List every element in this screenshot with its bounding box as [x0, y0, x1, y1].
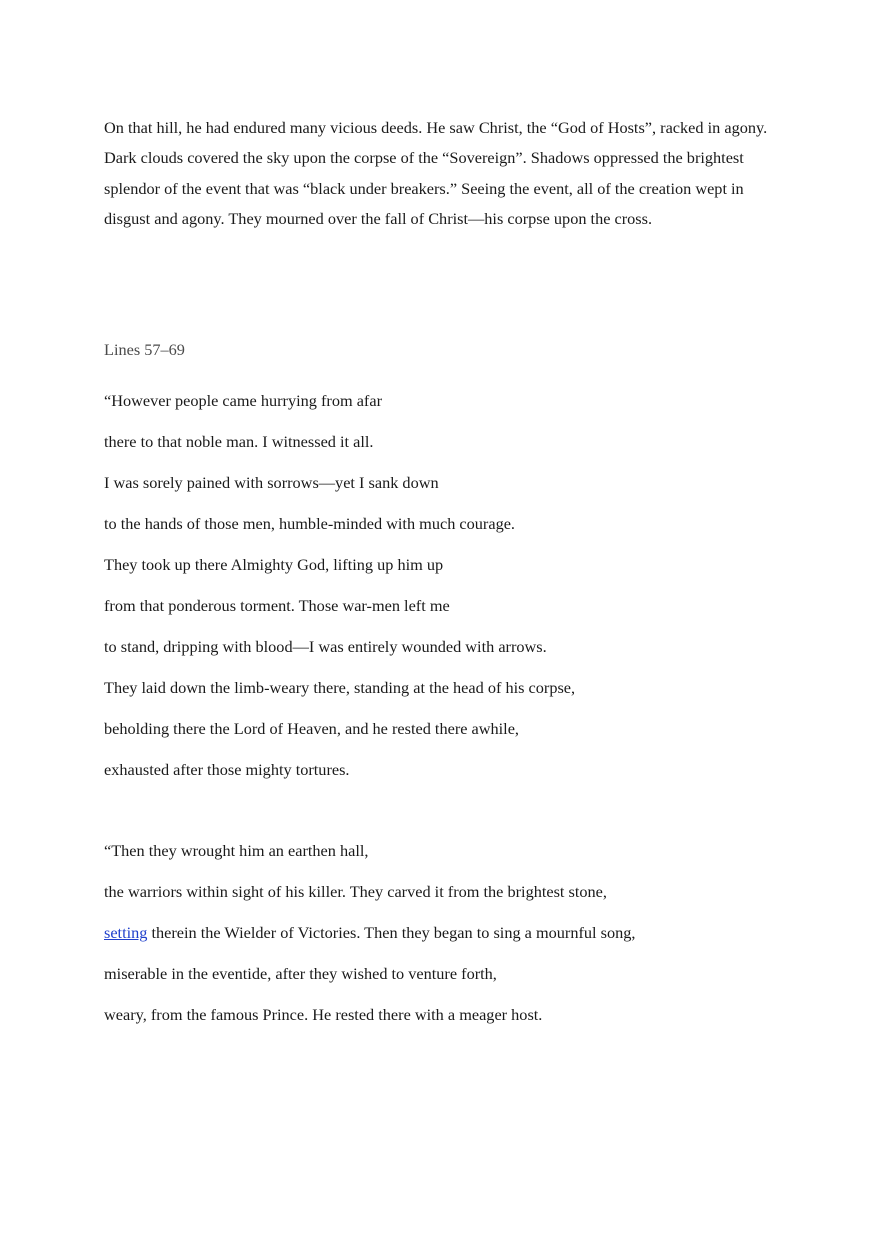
- verse-line: from that ponderous torment. Those war-men left me: [104, 596, 450, 615]
- verse-line: the warriors within sight of his killer. They carved it from the brightest stone,: [104, 882, 607, 901]
- prose-paragraph: On that hill, he had endured many vicious deeds. He saw Christ, the “God of Hosts”, racked in agony. Dark clouds covered the sky upon the corpse of the “Sovereign”. Shadows oppressed the brightest splendor of the event that was “black under breakers.” Seeing the event, all of the creation wept in disgust and agony. They mourned over the fall of Christ—his corpse upon the cross.: [104, 118, 768, 229]
- verse-line: exhausted after those mighty tortures.: [104, 760, 350, 779]
- verse-line: to stand, dripping with blood—I was entirely wounded with arrows.: [104, 637, 547, 656]
- stanza-two: [104, 837, 635, 1042]
- verse-line: there to that noble man. I witnessed it all.: [104, 432, 374, 451]
- verse-line: “Then they wrought him an earthen hall,: [104, 841, 369, 860]
- verse-line: to the hands of those men, humble-minded with much courage.: [104, 514, 516, 533]
- verse-line: “However people came hurrying from afar: [104, 391, 383, 410]
- stanza-one: [104, 387, 575, 797]
- setting-link[interactable]: setting: [104, 923, 148, 942]
- verse-line-with-link: [104, 919, 635, 960]
- verse-line: I was sorely pained with sorrows—yet I sank down: [104, 473, 439, 492]
- verse-line: beholding there the Lord of Heaven, and he rested there awhile,: [104, 719, 520, 738]
- verse-line: miserable in the eventide, after they wished to venture forth,: [104, 964, 497, 983]
- section-heading: Lines 57–69: [104, 340, 185, 359]
- verse-line: They laid down the limb-weary there, standing at the head of his corpse,: [104, 678, 576, 697]
- verse-line: They took up there Almighty God, lifting up him up: [104, 555, 444, 574]
- verse-line: weary, from the famous Prince. He rested there with a meager host.: [104, 1005, 543, 1024]
- verse-line-rest: therein the Wielder of Victories. Then they began to sing a mournful song,: [147, 923, 636, 942]
